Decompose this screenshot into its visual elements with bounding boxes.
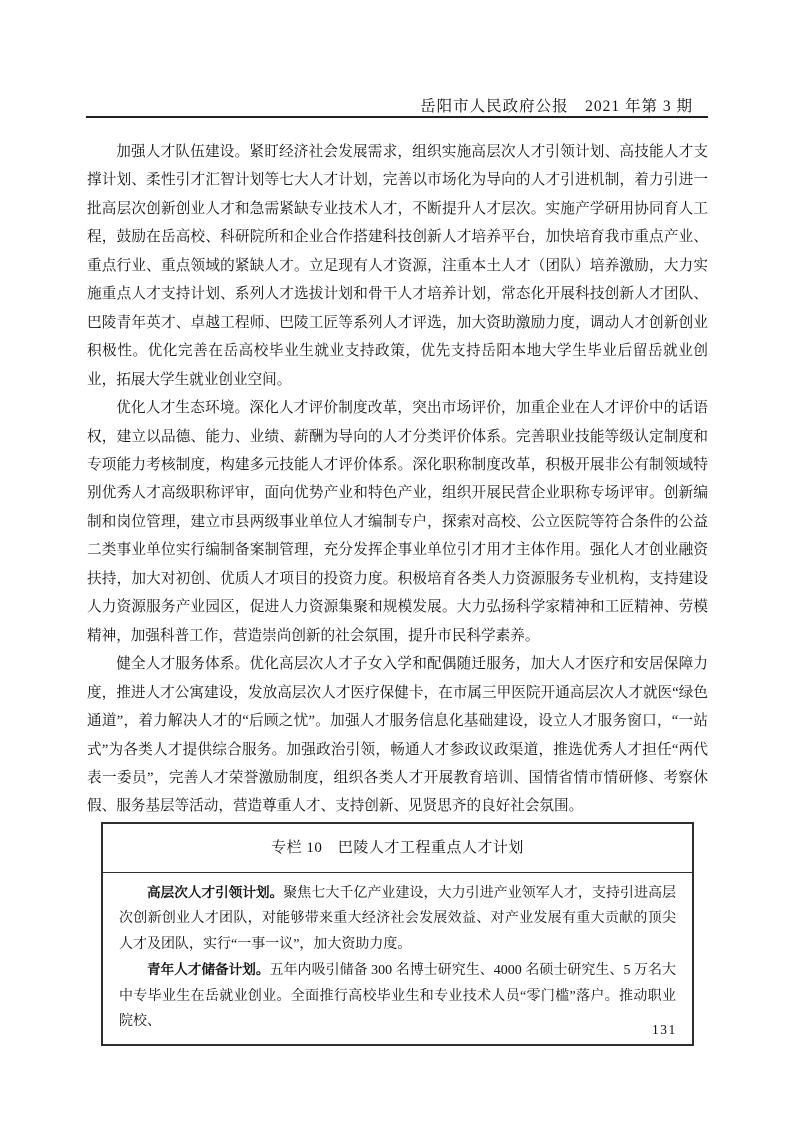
box-item-text-high-level: 聚焦七大千亿产业建设，大力引进产业领军人才，支持引进高层次创新创业人才团队，对能够带来重大经济社会发展效益、对产业发展有重大贡献的顶尖人才及团队，实行“一事一议”，加大资助力度。 [119, 886, 677, 952]
column-box-title: 专栏 10 巴陵人才工程重点人才计划 [103, 824, 692, 873]
paragraph-improve-talent-service: 健全人才服务体系。优化高层次人才子女入学和配偶随迁服务，加大人才医疗和安居保障力度，推进人才公寓建设，发放高层次人才医疗保健卡，在市属三甲医院开通高层次人才就医“绿色通道”，着力解决人才的“后顾之忧”。加强人才服务信息化基础建设，设立人才服务窗口，“一站式”为各类人才提供综合服务。加强政治引领，畅通人才参政议政渠道，推选优秀人才担任“两代表一委员”，完善人才荣誉激励制度，组织各类人才开展教育培训、国情省情市情研修、考察休假、服务基层等活动，营造尊重人才、支持创新、见贤思齐的良好社会氛围。 [87, 656, 708, 815]
page-number: 131 [652, 1022, 677, 1037]
paragraph-strengthen-talent-team: 加强人才队伍建设。紧盯经济社会发展需求，组织实施高层次人才引领计划、高技能人才支撑计划、柔性引才汇智计划等七大人才计划，完善以市场化为导向的人才引进机制，着力引进一批高层次创新创业人才和急需紧缺专业技术人才，不断提升人才层次。实施产学研用协同育人工程，鼓励在岳高校、科研院所和企业合作搭建科技创新人才培养平台，加快培育我市重点产业、重点行业、重点领域的紧缺人才。立足现有人才资源，注重本土人才（团队）培养激励，大力实施重点人才支持计划、系列人才选拔计划和骨干人才培养计划，常态化开展科技创新人才团队、巴陵青年英才、卓越工程师、巴陵工匠等系列人才评选，加大资助激励力度，调动人才创新创业积极性。优化完善在岳高校毕业生就业支持政策，优先支持岳阳本地大学生毕业后留岳就业创业，拓展大学生就业创业空间。 [87, 144, 708, 388]
column-box-content [103, 873, 692, 1044]
box-item-text-youth-reserve: 五年内吸引储备 300 名博士研究生、4000 名硕士研究生、5 万名大中专毕业生在岳就业创业。全面推行高校毕业生和专业技术人员“零门槛”落户。推动职业院校、 [119, 963, 677, 1030]
paragraph-optimize-talent-ecology: 优化人才生态环境。深化人才评价制度改革，突出市场评价，加重企业在人才评价中的话语权，建立以品德、能力、业绩、薪酬为导向的人才分类评价体系。完善职业技能等级认定制度和专项能力考核制度，构建多元技能人才评价体系。深化职称制度改革，积极开展非公有制领域特别优秀人才高级职称评审，面向优势产业和特色产业，组织开展民营企业职称专场评审。创新编制和岗位管理，建立市县两级事业单位人才编制专户，探索对高校、公立医院等符合条件的公益二类事业单位实行编制备案制管理，充分发挥企事业单位引才用才主体作用。强化人才创业融资扶持，加大对初创、优质人才项目的投资力度。积极培育各类人力资源服务专业机构，支持建设人力资源服务产业园区，促进人力资源集聚和规模发展。大力弘扬科学家精神和工匠精神、劳模精神，加强科普工作，营造崇尚创新的社会氛围，提升市民科学素养。 [87, 400, 708, 644]
box-item-youth-talent-reserve-plan [119, 957, 676, 1034]
header-divider-rule [86, 116, 708, 118]
document-body [87, 138, 708, 821]
box-item-lead-high-level: 高层次人才引领计划。 [147, 885, 284, 900]
gazette-header-title: 岳阳市人民政府公报 2021 年第 3 期 [420, 98, 693, 115]
column-10-box [101, 822, 694, 1046]
box-item-lead-youth-reserve: 青年人才储备计划。 [147, 962, 270, 978]
box-item-high-level-talent-plan [119, 880, 676, 957]
